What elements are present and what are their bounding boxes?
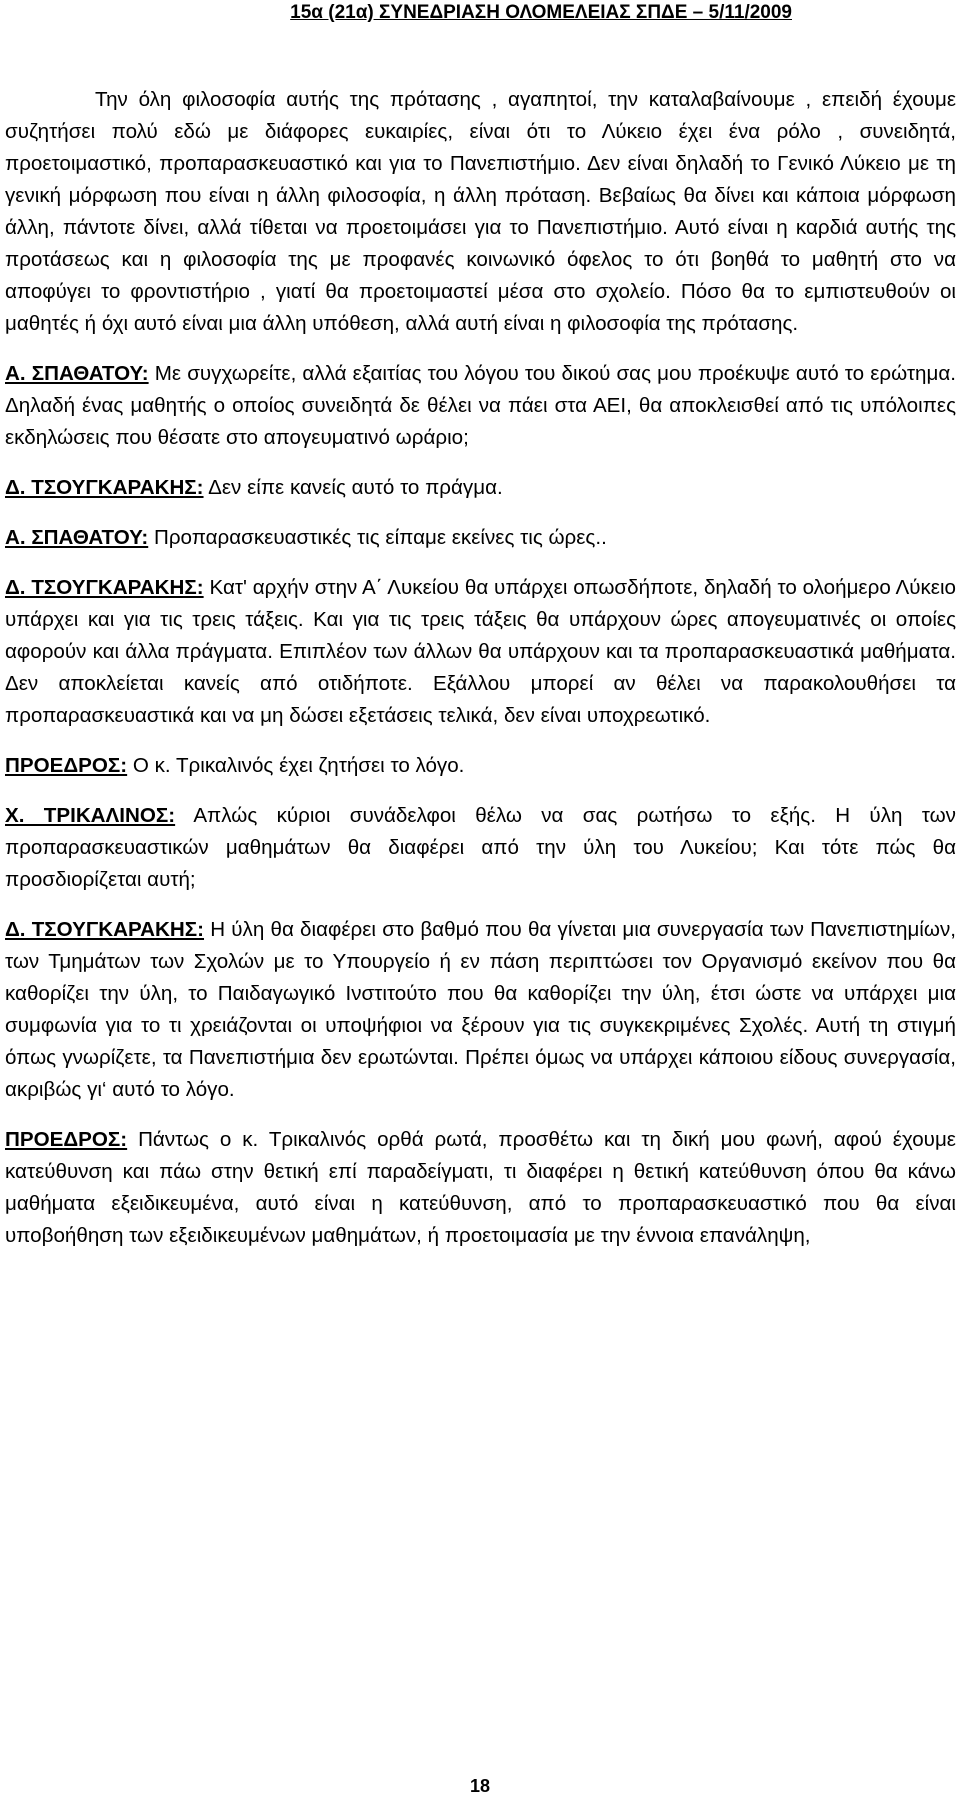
- paragraph-text: Απλώς κύριοι συνάδελφοι θέλω να σας ρωτήσω το εξής. Η ύλη των προπαρασκευαστικών μαθημάτων θα διαφέρει από την ύλη του Λυκείου; Και τότε πώς θα προσδιορίζεται αυτή;: [5, 804, 956, 891]
- speaker-name: ΠΡΟΕΔΡΟΣ:: [5, 1128, 128, 1151]
- paragraph-spathatou-1: [5, 358, 956, 454]
- transcript-body: [5, 84, 956, 1270]
- paragraph-text: Κατ' αρχήν στην Α΄ Λυκείου θα υπάρχει οπωσδήποτε, δηλαδή το ολοήμερο Λύκειο υπάρχει και για τις τρεις τάξεις. Και για τις τρεις τάξεις θα υπάρχουν ώρες απογευματινές οι οποίες αφορούν και άλλα πράγματα. Επιπλέον των άλλων θα υπάρχουν και τα προπαρασκευαστικά μαθήματα. Δεν αποκλείεται κανείς από οτιδήποτε. Εξάλλου μπορεί αν θέλει να παρακολουθήσει τα προπαρασκευαστικά και να μη δώσει εξετάσεις τελικά, δεν είναι υποχρεωτικό.: [5, 576, 956, 727]
- paragraph-tsougkarakis-3: [5, 914, 956, 1106]
- speaker-name: Δ. ΤΣΟΥΓΚΑΡΑΚΗΣ:: [5, 576, 204, 599]
- paragraph-spathatou-2: [5, 522, 956, 554]
- page-header: 15α (21α) ΣΥΝΕΔΡΙΑΣΗ ΟΛΟΜΕΛΕΙΑΣ ΣΠΔΕ – 5/11/2009: [290, 2, 792, 23]
- paragraph-proedros-2: [5, 1124, 956, 1252]
- paragraph-intro: [5, 84, 956, 340]
- paragraph-text: Δεν είπε κανείς αυτό το πράγμα.: [208, 476, 503, 499]
- paragraph-proedros-1: [5, 750, 956, 782]
- page-number: 18: [469, 1776, 491, 1796]
- paragraph-tsougkarakis-1: [5, 472, 956, 504]
- speaker-name: Χ. ΤΡΙΚΑΛΙΝΟΣ:: [5, 804, 176, 827]
- paragraph-text: Η ύλη θα διαφέρει στο βαθμό που θα γίνεται μια συνεργασία των Πανεπιστημίων, των Τμημάτων των Σχολών με το Υπουργείο ή εν πάση περιπτώσει τον Οργανισμό εκείνον που θα καθορίζει την ύλη, το Παιδαγωγικό Ινστιτούτο που θα καθορίζει την ύλη, έτσι ώστε να υπάρχει μια συμφωνία για το τι χρειάζονται οι υποψήφιοι να ξέρουν για τις συγκεκριμένες Σχολές. Αυτή τη στιγμή όπως γνωρίζετε, τα Πανεπιστήμια δεν ερωτώνται. Πρέπει όμως να υπάρχει κάποιου είδους συνεργασία, ακριβώς γι‘ αυτό το λόγο.: [5, 918, 956, 1101]
- paragraph-text: Ο κ. Τρικαλινός έχει ζητήσει το λόγο.: [132, 754, 465, 777]
- paragraph-text: Προπαρασκευαστικές τις είπαμε εκείνες τις ώρες..: [153, 526, 607, 549]
- speaker-name: Α. ΣΠΑΘΑΤΟΥ:: [5, 526, 149, 549]
- speaker-name: Δ. ΤΣΟΥΓΚΑΡΑΚΗΣ:: [5, 476, 204, 499]
- speaker-name: Α. ΣΠΑΘΑΤΟΥ:: [5, 362, 149, 385]
- paragraph-text: Την όλη φιλοσοφία αυτής της πρότασης , αγαπητοί, την καταλαβαίνουμε , επειδή έχουμε συζητήσει πολύ εδώ με διάφορες ευκαιρίες, είναι ότι το Λύκειο έχει ένα ρόλο , συνειδητά, προετοιμαστικό, προπαρασκευαστικό και για το Πανεπιστήμιο. Δεν είναι δηλαδή το Γενικό Λύκειο με τη γενική μόρφωση που είναι η άλλη φιλοσοφία, η άλλη πρόταση. Βεβαίως θα δίνει και κάποια μόρφωση άλλη, πάντοτε δίνει, αλλά τίθεται να προετοιμάσει για το Πανεπιστήμιο. Αυτό είναι η καρδιά αυτής της προτάσεως και η φιλοσοφία της με προφανές κοινωνικό όφελος το ότι βοηθά το μαθητή στο να αποφύγει το φροντιστήριο , γιατί θα προετοιμαστεί μέσα στο σχολείο. Πόσο θα το εμπιστευθούν οι μαθητές ή όχι αυτό είναι μια άλλη υπόθεση, αλλά αυτή είναι η φιλοσοφία της πρότασης.: [5, 88, 956, 335]
- paragraph-text: Με συγχωρείτε, αλλά εξαιτίας του λόγου του δικού σας μου προέκυψε αυτό το ερώτημα. Δηλαδή ένας μαθητής ο οποίος συνειδητά δε θέλει να πάει στα ΑΕΙ, θα αποκλεισθεί από τις υπόλοιπες εκδηλώσεις που θέσατε στο απογευματινό ωράριο;: [5, 362, 956, 449]
- speaker-name: ΠΡΟΕΔΡΟΣ:: [5, 754, 128, 777]
- paragraph-tsougkarakis-2: [5, 572, 956, 732]
- paragraph-trikalinos-1: [5, 800, 956, 896]
- paragraph-text: Πάντως ο κ. Τρικαλινός ορθά ρωτά, προσθέτω και τη δική μου φωνή, αφού έχουμε κατεύθυνση και πάω στην θετική επί παραδείγματι, τι διαφέρει η θετική κατεύθυνση όπου θα κάνω μαθήματα εξειδικευμένα, αυτό είναι η κατεύθυνση, από το προπαρασκευαστικό που θα είναι υποβοήθηση των εξειδικευμένων μαθημάτων, ή προετοιμασία με την έννοια επανάληψη,: [5, 1128, 956, 1247]
- speaker-name: Δ. ΤΣΟΥΓΚΑΡΑΚΗΣ:: [5, 918, 205, 941]
